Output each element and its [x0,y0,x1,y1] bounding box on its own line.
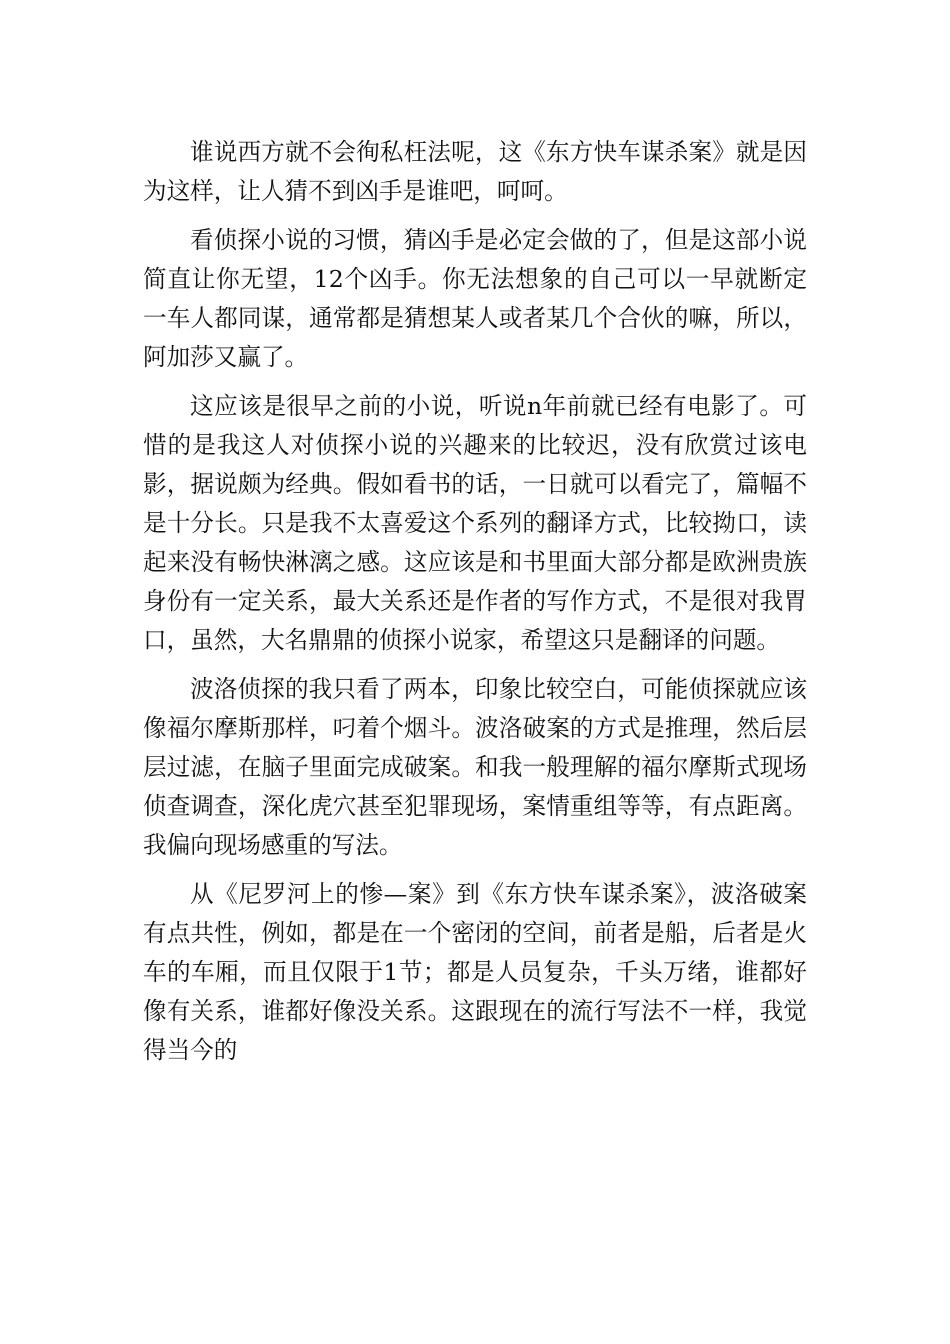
paragraph-3: 这应该是很早之前的小说，听说n年前就已经有电影了。可惜的是我这人对侦探小说的兴趣来的比较迟，没有欣赏过该电影，据说颇为经典。假如看书的话，一日就可以看完了，篇幅不是十分长。只是我不太喜爱这个系列的翻译方式，比较拗口，读起来没有畅快淋漓之感。这应该是和书里面大部分都是欧洲贵族身份有一定关系，最大关系还是作者的写作方式，不是很对我胃口，虽然，大名鼎鼎的侦探小说家，希望这只是翻译的问题。 [143,392,807,654]
document-body [143,133,807,1080]
paragraph-5: 从《尼罗河上的惨—案》到《东方快车谋杀案》，波洛破案有点共性，例如，都是在一个密闭的空间，前者是船，后者是火车的车厢，而且仅限于1节；都是人员复杂，千头万绪，谁都好像有关系，谁都好像没关系。这跟现在的流行写法不一样，我觉得当今的 [143,880,807,1064]
paragraph-1: 谁说西方就不会徇私枉法呢，这《东方快车谋杀案》就是因为这样，让人猜不到凶手是谁吧，呵呵。 [143,138,807,205]
paragraph-4: 波洛侦探的我只看了两本，印象比较空白，可能侦探就应该像福尔摩斯那样，叼着个烟斗。波洛破案的方式是推理，然后层层过滤，在脑子里面完成破案。和我一般理解的福尔摩斯式现场侦查调查，深化虎穴甚至犯罪现场，案情重组等等，有点距离。我偏向现场感重的写法。 [143,675,807,859]
paragraph-2: 看侦探小说的习惯，猜凶手是必定会做的了，但是这部小说简直让你无望，12个凶手。你无法想象的自己可以一早就断定一车人都同谋，通常都是猜想某人或者某几个合伙的嘛，所以，阿加莎又赢了。 [143,226,807,371]
